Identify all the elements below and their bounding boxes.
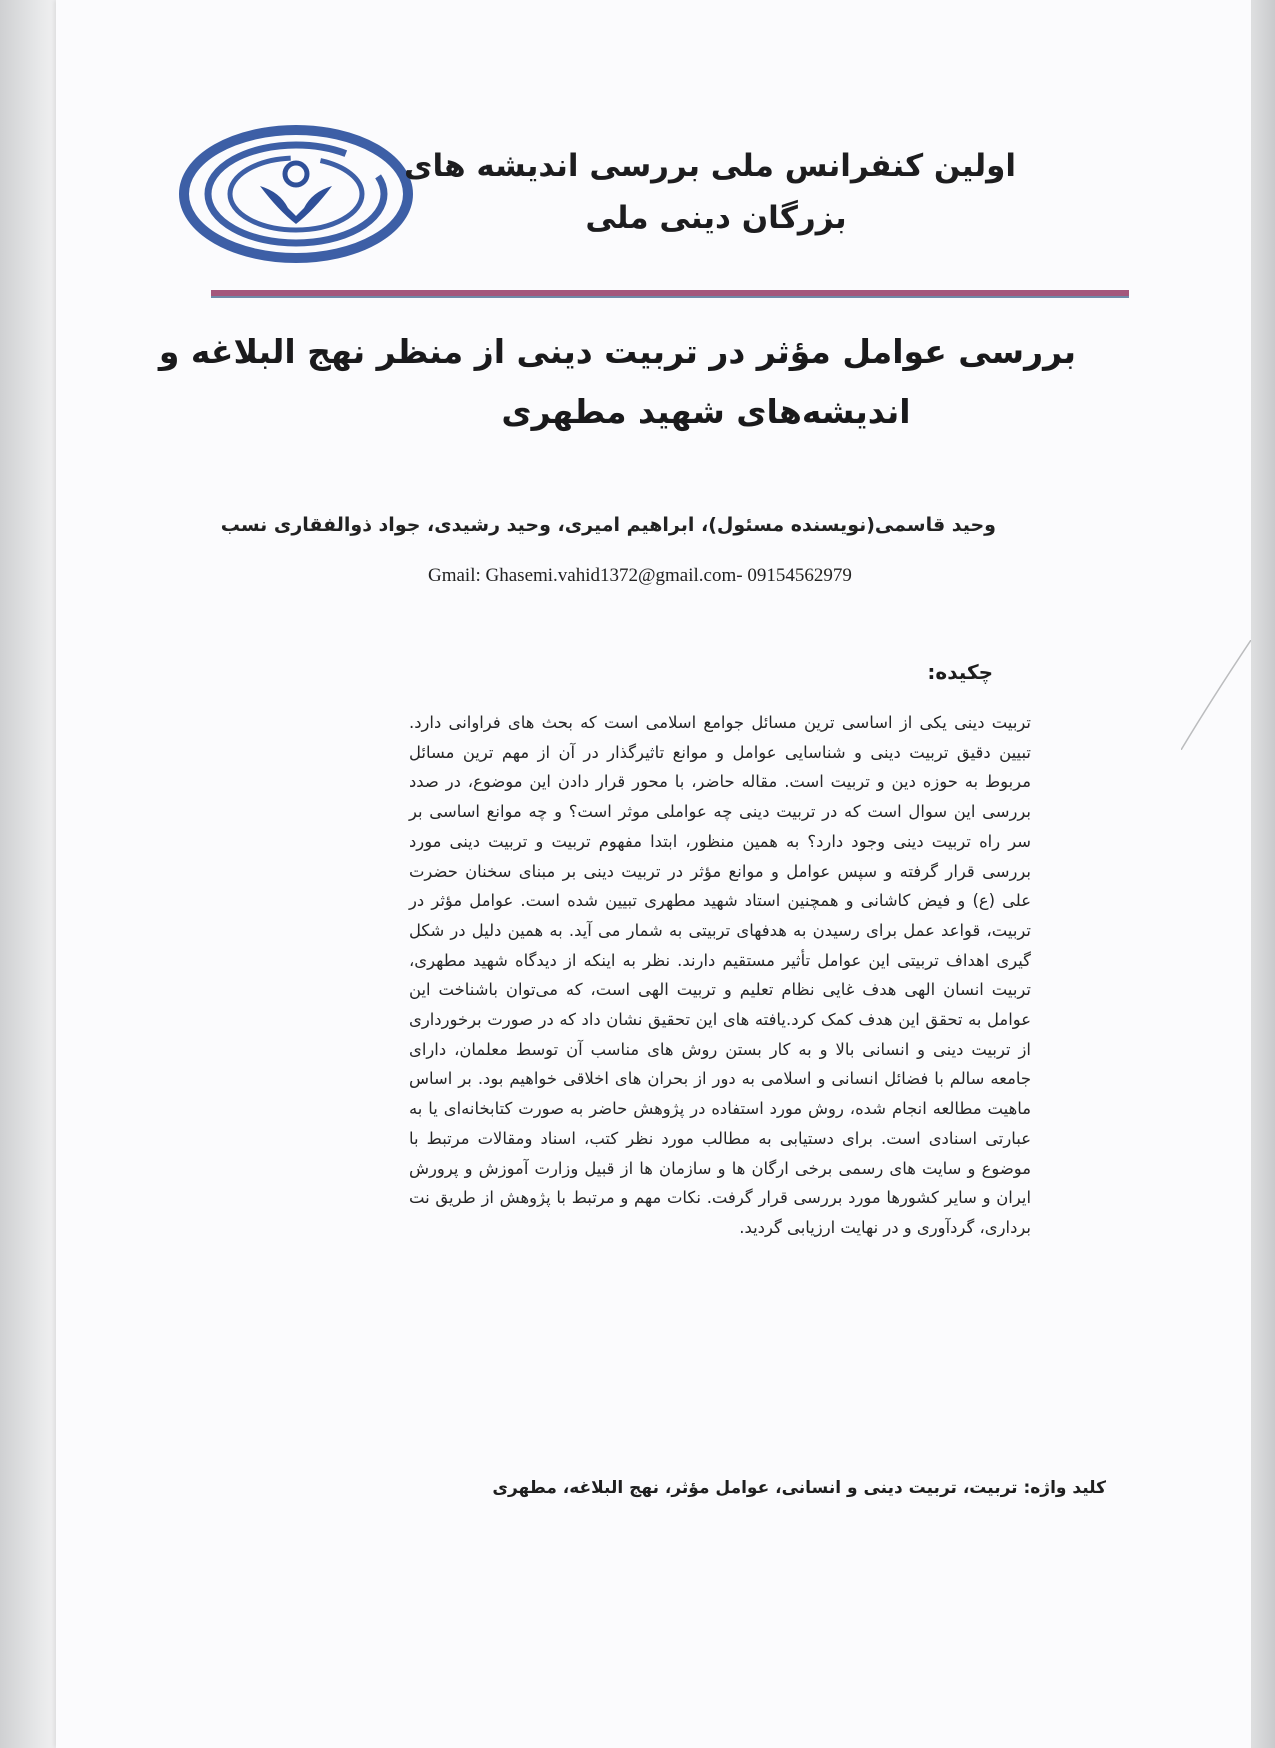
document-page	[56, 0, 1251, 1748]
conference-title-line-1: اولین کنفرانس ملی بررسی اندیشه های	[404, 148, 1016, 184]
author-list: وحید قاسمی(نویسنده مسئول)، ابراهیم امیری، وحید رشیدی، جواد ذوالفقاری نسب	[220, 514, 996, 536]
paper-title-line-1: بررسی عوامل مؤثر در تربیت دینی از منظر نهج البلاغه و	[158, 332, 1076, 371]
conference-title-line-2: بزرگان دینی ملی	[585, 200, 847, 236]
paper-title-line-2: اندیشه‌های شهید مطهری	[501, 392, 911, 431]
keywords-line: کلید واژه: تربیت، تربیت دینی و انسانی، عوامل مؤثر، نهج البلاغه، مطهری	[492, 1478, 1106, 1498]
abstract-heading: چکیده:	[927, 660, 993, 684]
contact-info: Gmail: Ghasemi.vahid1372@gmail.com- 09154562979	[428, 565, 852, 586]
abstract-body: تربیت دینی یکی از اساسی ترین مسائل جوامع اسلامی است که بحث های فراوانی دارد. تبیین دقیق تربیت دینی و شناسایی عوامل و موانع تاثیرگذار در آن از مهم ترین مسائل مربوط به حوزه دین و تربیت است. مقاله حاضر، با محور قرار دادن این موضوع، در صدد بررسی این سوال است که در تربیت دینی چه عواملی موثر است؟ و چه موانع اساسی بر سر راه تربیت دینی وجود دارد؟ به همین منظور، ابتدا مفهوم تربیت و تربیت دینی مورد بررسی قرار گرفته و سپس عوامل و موانع مؤثر در تربیت دینی بر مبنای سخنان حضرت علی (ع) و فیض کاشانی و همچنین استاد شهید مطهری تبیین شده است. عوامل مؤثر در تربیت، قواعد عمل برای رسیدن به هدفهای تربیتی به شمار می آید. به همین دلیل در شکل گیری اهداف تربیتی این عوامل تأثیر مستقیم دارند. نظر به اینکه از دیدگاه شهید مطهری، تربیت انسان الهی هدف غایی نظام تعلیم و تربیت الهی است، که می‌توان باشناخت این عوامل به تحقق این هدف کمک کرد.یافته های این تحقیق نشان داد که در صورت برخورداری از تربیت دینی و انسانی بالا و به کار بستن روش های مناسب آن توسط معلمان، دارای جامعه سالم با فضائل انسانی و اسلامی به دور از بحران های اخلاقی خواهیم بود. بر اساس ماهیت مطالعه انجام شده، روش مورد استفاده در پژوهش حاضر به صورت کتابخانه‌ای یا به عبارتی اسنادی است. برای دستیابی به مطالب مورد نظر کتب، اسناد ومقالات مرتبط با موضوع و سایت های رسمی برخی ارگان ها و سازمان ها از قبیل وزارت آموزش و پرورش ایران و سایر کشورها مورد بررسی قرار گرفت. نکات مهم و مرتبط با پژوهش از طریق نت برداری، گردآوری و در نهایت ارزیابی گردید.	[409, 713, 1031, 1237]
page-fold-icon	[1181, 640, 1251, 750]
scan-left-margin	[0, 0, 58, 1748]
conference-logo-icon	[176, 118, 416, 268]
header-divider	[211, 290, 1129, 298]
